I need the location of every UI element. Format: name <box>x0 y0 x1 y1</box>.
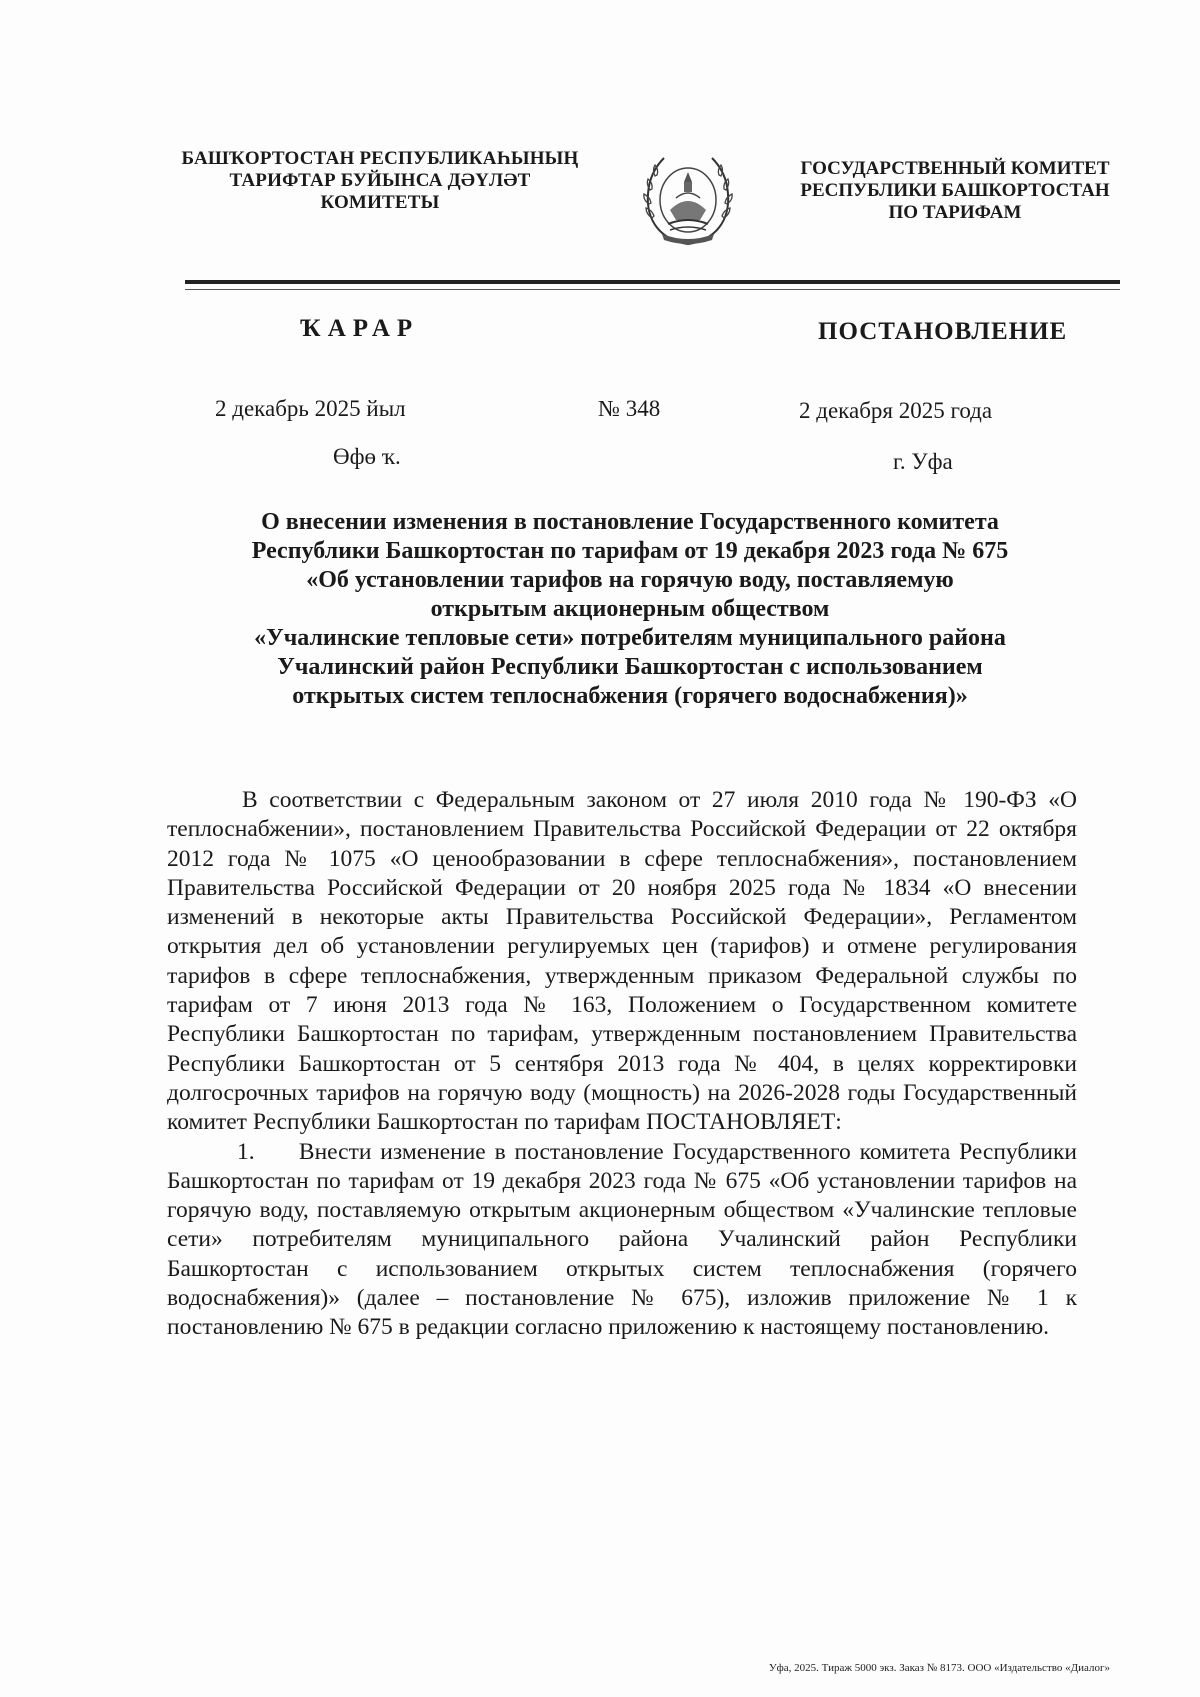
document-title <box>180 508 1080 711</box>
title-line: О внесении изменения в постановление Государственного комитета <box>261 509 999 535</box>
document-number: № 348 <box>598 396 661 421</box>
place-russian: г. Уфа <box>893 449 953 474</box>
title-line: Республики Башкортостан по тарифам от 19 декабря 2023 года № 675 <box>251 538 1009 564</box>
header-right-line-1: ГОСУДАРСТВЕННЫЙ КОМИТЕТ <box>800 158 1110 179</box>
header-left-line-3: КОМИТЕТЫ <box>320 192 440 213</box>
title-line: открытым акционерным обществом <box>430 596 830 622</box>
document-body <box>167 786 1077 1343</box>
title-line: открытых систем теплоснабжения (горячего водоснабжения)» <box>292 683 968 709</box>
coat-of-arms-icon <box>640 148 736 248</box>
header-russian-authority <box>790 158 1120 224</box>
header-divider-thick <box>185 280 1120 284</box>
item-1-text: Внести изменение в постановление Государственного комитета Республики Башкортостан по тарифам от 19 декабря 2023 года № 675 «Об установлении тарифов на горячую воду, поставляемую открытым акционерным обществом «Учалинские тепловые сети» потребителям муниципального района Учалинский район Республики Башкортостан с использованием открытых систем теплоснабжения (горячего водоснабжения)» (далее – постановление № 675), изложив приложение № 1 к постановлению № 675 в редакции согласно приложению к настоящему постановлению. <box>167 1138 1078 1341</box>
item-1-number: 1. <box>237 1138 255 1165</box>
date-bashkir: 2 декабрь 2025 йыл <box>215 396 406 421</box>
header-right-line-2: РЕСПУБЛИКИ БАШКОРТОСТАН <box>800 180 1110 201</box>
date-russian: 2 декабря 2025 года <box>799 398 993 423</box>
header-left-line-1: БАШҠОРТОСТАН РЕСПУБЛИКАҺЫНЫҢ <box>181 148 579 169</box>
place-bashkir: Өфө ҡ. <box>333 444 401 469</box>
header-right-line-3: ПО ТАРИФАМ <box>888 202 1022 223</box>
preamble-paragraph: В соответствии с Федеральным законом от 27 июля 2010 года № 190-ФЗ «О теплоснабжении», постановлением Правительства Российской Федерации от 22 октября 2012 года № 1075 «О ценообразовании в сфере теплоснабжения», постановлением Правительства Российской Федерации от 20 ноября 2025 года № 1834 «О внесении изменений в некоторые акты Правительства Российской Федерации», Регламентом открытия дел об установлении регулируемых цен (тарифов) и отмене регулирования тарифов в сфере теплоснабжения, утвержденным приказом Федеральной службы по тарифам от 7 июня 2013 года № 163, Положением о Государственном комитете Республики Башкортостан по тарифам, утвержденным постановлением Правительства Республики Башкортостан от 5 сентября 2013 года № 404, в целях корректировки долгосрочных тарифов на горячую воду (мощность) на 2026-2028 годы Государственный комитет Республики Башкортостан по тарифам ПОСТАНОВЛЯЕТ: <box>167 787 1077 1136</box>
doc-type-russian: ПОСТАНОВЛЕНИЕ <box>818 318 1068 345</box>
title-line: «Учалинские тепловые сети» потребителям муниципального района <box>254 625 1006 651</box>
header-bashkir-authority <box>170 148 590 214</box>
title-line: «Об установлении тарифов на горячую воду, поставляемую <box>306 567 954 593</box>
title-line: Учалинский район Республики Башкортостан с использованием <box>277 654 983 680</box>
header-divider-thin <box>185 289 1120 290</box>
header-left-line-2: ТАРИФТАР БУЙЫНСА ДӘҮЛӘТ <box>229 170 531 191</box>
item-1-paragraph <box>167 1138 1077 1343</box>
doc-type-bashkir: ҠАРАР <box>300 315 420 342</box>
print-imprint: Уфа, 2025. Тираж 5000 экз. Заказ № 8173. ООО «Издательство «Диалог» <box>768 1662 1110 1674</box>
